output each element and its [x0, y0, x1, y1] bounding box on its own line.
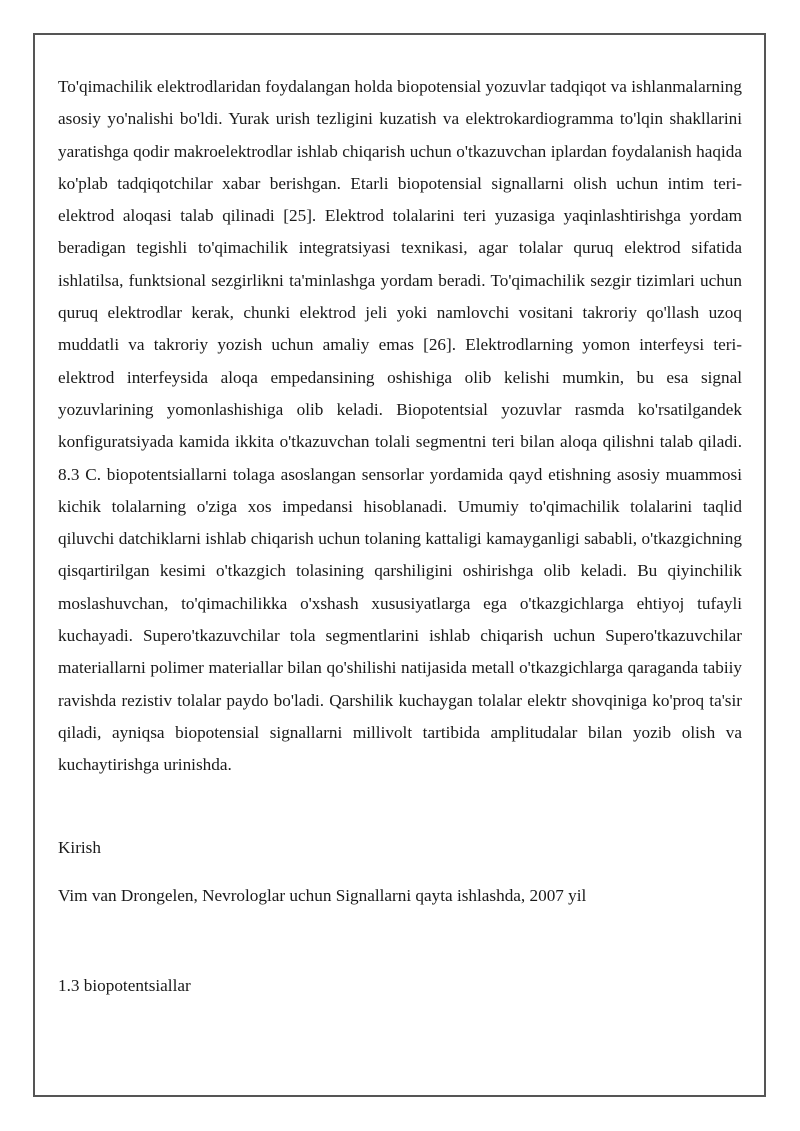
page-content — [58, 71, 742, 998]
citation-line: Vim van Drongelen, Nevrologlar uchun Signallarni qayta ishlashda, 2007 yil — [58, 885, 587, 905]
kirish-heading: Kirish — [58, 837, 101, 857]
body-paragraph: To'qimachilik elektrodlaridan foydalangan holda biopotensial yozuvlar tadqiqot va ishlanmalarning asosiy yo'nalishi bo'ldi. Yurak urish tezligini kuzatish va elektrokardiogramma to'lqin shakllarini yaratishga qodir makroelektrodlar ishlab chiqarish uchun o'tkazuvchan iplardan foydalanish haqida ko'plab tadqiqotchilar xabar berishgan. Etarli biopotensial signallarni olish uchun intim teri-elektrod aloqasi talab qilinadi [25]. Elektrod tolalarini teri yuzasiga yaqinlashtirishga yordam beradigan tegishli to'qimachilik integratsiyasi texnikasi, agar tolalar quruq elektrod sifatida ishlatilsa, funktsional sezgirlikni ta'minlashga yordam beradi. To'qimachilik sezgir tizimlari uchun quruq elektrodlar kerak, chunki elektrod jeli yoki namlovchi vositani takroriy qo'llash uzoq muddatli va takroriy yozish uchun amaliy emas [26]. Elektrodlarning yomon interfeysi teri-elektrod interfeysida aloqa empedansining oshishiga olib kelishi mumkin, bu esa signal yozuvlarining yomonlashishiga olib keladi. Biopotentsial yozuvlar rasmda ko'rsatilgandek konfiguratsiyada kamida ikkita o'tkazuvchan tolali segmentni teri bilan aloqa qilishni talab qiladi. 8.3 C. biopotentsiallarni tolaga asoslangan sensorlar yordamida qayd etishning asosiy muammosi kichik tolalarning o'ziga xos impedansi hisoblanadi. Umumiy to'qimachilik tolalarini taqlid qiluvchi datchiklarni ishlab chiqarish uchun tolaning kattaligi kamayganligi sababli, o'tkazgichning qisqartirilgan kesimi o'tkazgich tolasining qarshiligini oshirishga olib keladi. Bu qiyinchilik moslashuvchan, to'qimachilikka o'xshash xususiyatlarga ega o'tkazgichlarga ehtiyoj tufayli kuchayadi. Supero'tkazuvchilar tola segmentlarini ishlab chiqarish uchun Supero'tkazuvchilar materiallarni polimer materiallar bilan qo'shilishi natijasida metall o'tkazgichlarga qaraganda tabiiy ravishda rezistiv tolalar paydo bo'ladi. Qarshilik kuchaygan tolalar elektr shovqiniga ko'proq ta'sir qiladi, ayniqsa biopotensial signallarni millivolt tartibida amplitudalar bilan yozib olish va kuchaytirishga urinishda. — [58, 77, 742, 775]
section-heading: 1.3 biopotentsiallar — [58, 975, 191, 995]
